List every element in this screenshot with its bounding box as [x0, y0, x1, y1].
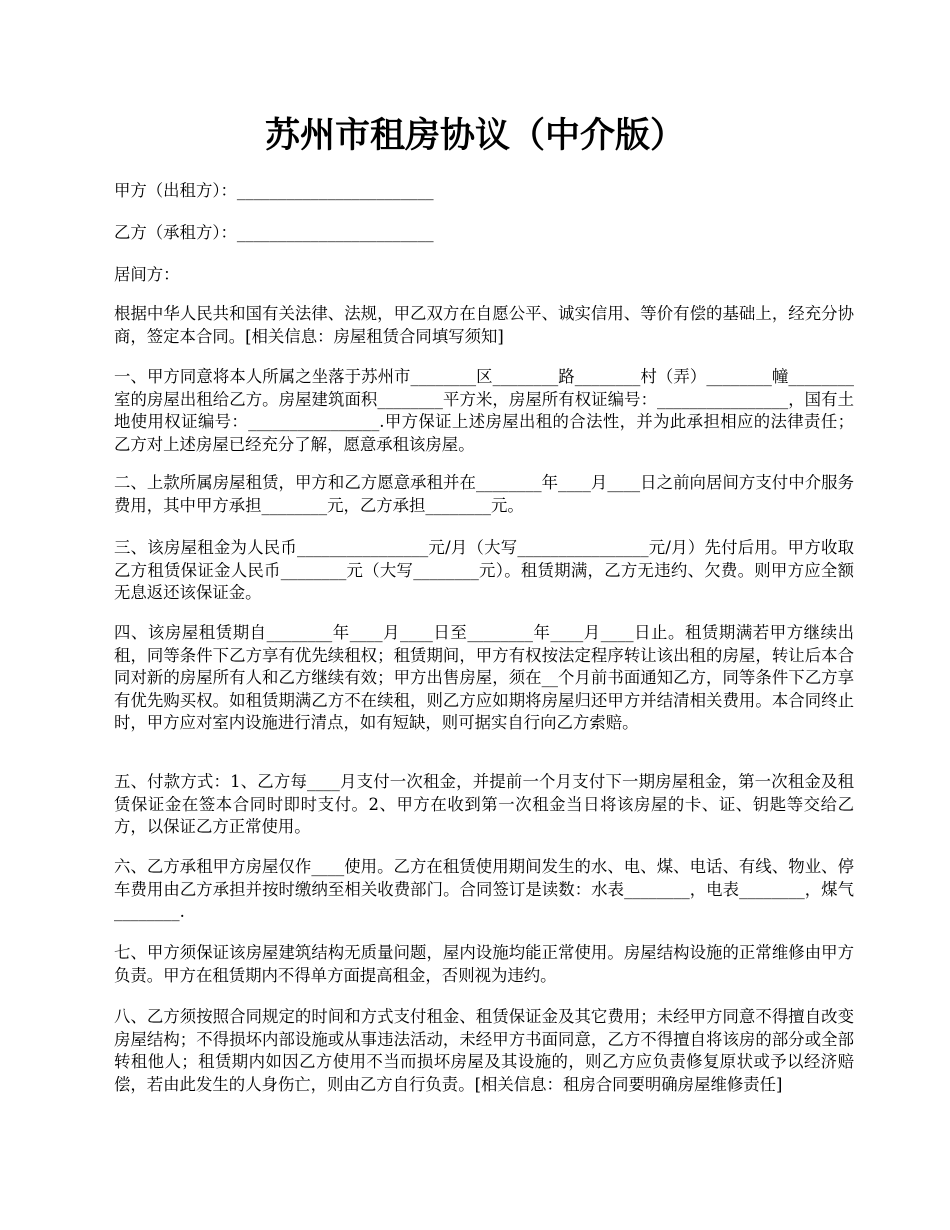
- clause-5-paragraph: 五、付款方式：1、乙方每____月支付一次租金，并提前一个月支付下一期房屋租金，第一次租金及租赁保证金在签本合同时即时支付。2、甲方在收到第一次租金当日将该房屋的卡、证、钥匙等交给乙方，以保证乙方正常使用。: [114, 772, 854, 836]
- clause-8-paragraph: 八、乙方须按照合同规定的时间和方式支付租金、租赁保证金及其它费用；未经甲方同意不得擅自改变房屋结构；不得损坏内部设施或从事违法活动，未经甲方书面同意，乙方不得擅自将该房的部分或全部转租他人；租赁期内如因乙方使用不当而损坏房屋及其设施的，则乙方应负责修复原状或予以经济赔偿，若由此发生的人身伤亡，则由乙方自行负责。[相关信息：租房合同要明确房屋维修责任]: [114, 1007, 854, 1094]
- clause-6-paragraph: 六、乙方承租甲方房屋仅作____使用。乙方在租赁使用期间发生的水、电、煤、电话、有线、物业、停车费用由乙方承担并按时缴纳至相关收费部门。合同签订是读数：水表________，电表________，煤气________.: [114, 857, 854, 921]
- clause-7-paragraph: 七、甲方须保证该房屋建筑结构无质量问题，屋内设施均能正常使用。房屋结构设施的正常维修由甲方负责。甲方在租赁期内不得单方面提高租金，否则视为违约。: [114, 943, 854, 985]
- party-b-line: 乙方（承租方）：________________________: [114, 223, 434, 242]
- intermediary-line: 居间方：: [114, 265, 180, 284]
- preamble-paragraph: 根据中华人民共和国有关法律、法规，甲乙双方在自愿公平、诚实信用、等价有偿的基础上，经充分协商，签定本合同。[相关信息：房屋租赁合同填写须知]: [114, 304, 854, 346]
- clause-1-paragraph: 一、甲方同意将本人所属之坐落于苏州市________区________路________村（弄）________幢________室的房屋出租给乙方。房屋建筑面积________平方米，房屋所有权证编号：________________，国有土地使用权证编号：________________.甲方保证上述房屋出租的合法性，并为此承担相应的法律责任；乙方对上述房屋已经充分了解，愿意承租该房屋。: [114, 367, 854, 454]
- party-a-line: 甲方（出租方）：________________________: [114, 181, 434, 200]
- document-title: 苏州市租房协议（中介版）: [264, 115, 685, 156]
- clause-2-paragraph: 二、上款所属房屋租赁，甲方和乙方愿意承租并在________年____月____日之前向居间方支付中介服务费用，其中甲方承担________元，乙方承担________元。: [114, 473, 854, 515]
- clause-3-paragraph: 三、该房屋租金为人民币________________元/月（大写________________元/月）先付后用。甲方收取乙方租赁保证金人民币________元（大写________元）。租赁期满，乙方无违约、欠费。则甲方应全额无息返还该保证金。: [114, 538, 854, 602]
- clause-4-paragraph: 四、该房屋租赁期自________年____月____日至________年____月____日止。租赁期满若甲方继续出租，同等条件下乙方享有优先续租权；租赁期间，甲方有权按法定程序转让该出租的房屋，转让后本合同对新的房屋所有人和乙方继续有效；甲方出售房屋，须在__个月前书面通知乙方，同等条件下乙方享有优先购买权。如租赁期满乙方不在续租，则乙方应如期将房屋归还甲方并结清相关费用。本合同终止时，甲方应对室内设施进行清点，如有短缺，则可据实自行向乙方索赔。: [114, 623, 854, 732]
